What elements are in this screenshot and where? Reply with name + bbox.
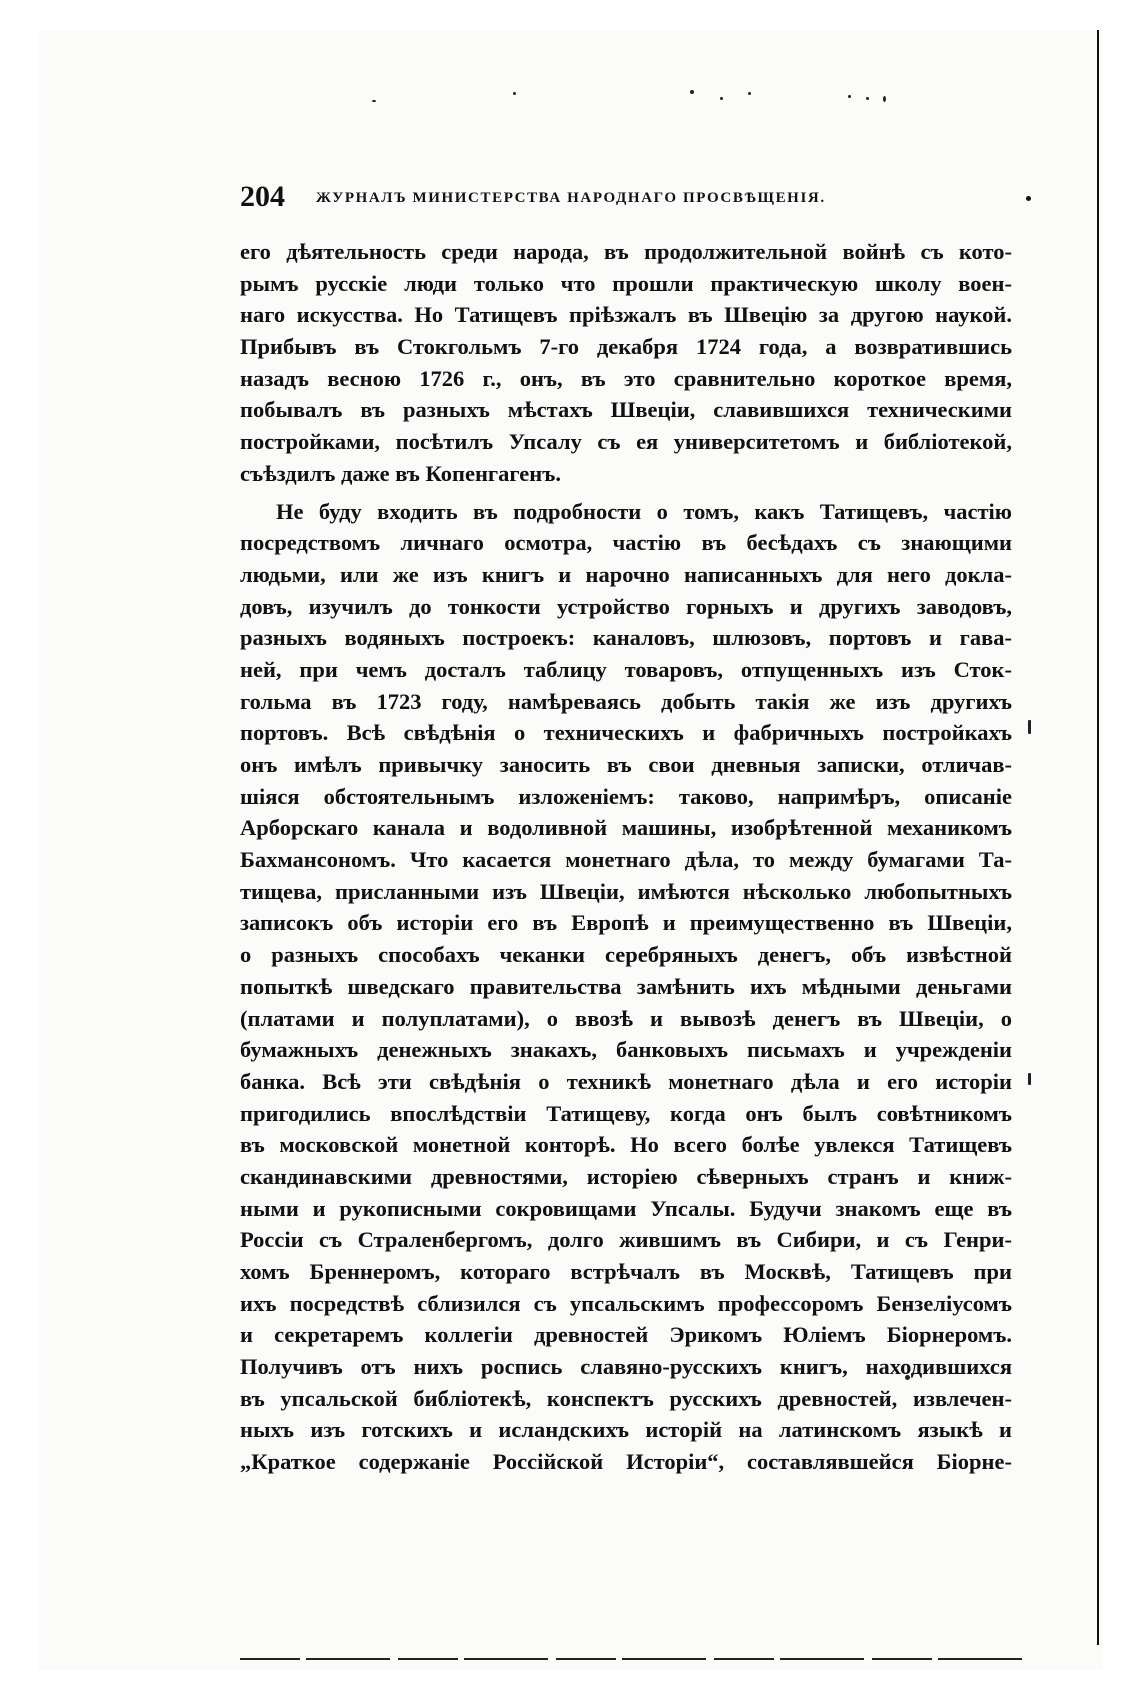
text-line: посредствомъ личнаго осмотра, частію въ бесѣдахъ съ знающими <box>240 530 1012 556</box>
text-line: о разныхъ способахъ чеканки серебряныхъ денегъ, объ извѣстной <box>240 942 1012 968</box>
text-line: въ упсальской библіотекѣ, конспектъ русскихъ древностей, извлечен- <box>240 1385 1012 1411</box>
header-dot <box>1026 196 1031 201</box>
text-line: назадъ весною 1726 г., онъ, въ это сравнительно короткое время, <box>240 365 1012 391</box>
text-line: въ московской монетной конторѣ. Но всего болѣе увлекся Татищевъ <box>240 1132 1012 1158</box>
text-line: портовъ. Всѣ свѣдѣнія о техническихъ и фабричныхъ постройкахъ <box>240 720 1012 746</box>
text-line: съѣздилъ даже въ Копенгагенъ. <box>240 460 561 486</box>
scan-speck <box>720 97 723 100</box>
text-line: постройками, посѣтилъ Упсалу съ ея университетомъ и библіотекой, <box>240 429 1012 455</box>
text-line: тищева, присланными изъ Швеціи, имѣются нѣсколько любопытныхъ <box>240 878 1012 904</box>
text-line: ихъ посредствѣ сблизился съ упсальскимъ профессоромъ Бензеліусомъ <box>240 1290 1012 1316</box>
text-line: Арборскаго канала и водоливной машины, изобрѣтенной механикомъ <box>240 815 1012 841</box>
scan-speck <box>372 100 376 102</box>
scan-speck <box>1028 720 1031 734</box>
paragraph-2 <box>240 496 1012 1478</box>
text-line: „Краткое содержаніе Россійской Исторіи“, составлявшейся Біорне- <box>240 1449 1012 1475</box>
scan-speck <box>690 90 694 94</box>
page-edge-line <box>1097 30 1099 1645</box>
text-line: разныхъ водяныхъ построекъ: каналовъ, шлюзовъ, портовъ и гава- <box>240 625 1012 651</box>
text-line: Прибывъ въ Стокгольмъ 7-го декабря 1724 года, а возвратившись <box>240 334 1012 360</box>
text-line: онъ имѣлъ привычку заносить въ свои дневныя записки, отличав- <box>240 752 1012 777</box>
text-line: гольма въ 1723 году, намѣреваясь добыть такія же изъ другихъ <box>240 688 1012 714</box>
text-line: ными и рукописными сокровищами Упсалы. Будучи знакомъ еще въ <box>240 1195 1012 1221</box>
running-title: ЖУРНАЛЪ МИНИСТЕРСТВА НАРОДНАГО ПРОСВѢЩЕНІЯ. <box>316 190 826 206</box>
scan-speck <box>848 95 851 98</box>
scan-speck <box>866 97 869 100</box>
scan-speck <box>1028 1073 1031 1085</box>
text-line: (платами и полуплатами), о ввозѣ и вывозѣ денегъ въ Швеціи, о <box>240 1005 1012 1031</box>
text-line: хомъ Бреннеромъ, котораго встрѣчалъ въ Москвѣ, Татищевъ при <box>240 1259 1012 1284</box>
scan-speck <box>883 96 886 102</box>
text-line: шіяся обстоятельнымъ изложеніемъ: таково, напримѣръ, описаніе <box>240 783 1012 809</box>
body-text <box>240 236 1012 1478</box>
text-line: Россіи съ Страленбергомъ, долго жившимъ въ Сибири, и съ Генри- <box>240 1227 1012 1253</box>
text-line: наго искусства. Но Татищевъ пріѣзжалъ въ Швецію за другою наукой. <box>240 302 1012 328</box>
page-number: 204 <box>240 180 285 213</box>
text-line: людьми, или же изъ книгъ и нарочно написанныхъ для него докла- <box>240 561 1012 587</box>
text-line: записокъ объ исторіи его въ Европѣ и преимущественно въ Швеціи, <box>240 910 1012 936</box>
text-line: ныхъ изъ готскихъ и исландскихъ исторій на латинскомъ языкѣ и <box>240 1417 1012 1443</box>
text-line: побывалъ въ разныхъ мѣстахъ Швеціи, славившихся техническими <box>240 397 1012 423</box>
text-line: его дѣятельность среди народа, въ продолжительной войнѣ съ кото- <box>240 239 1012 264</box>
scan-speck <box>748 92 751 95</box>
text-line: Не буду входить въ подробности о томъ, какъ Татищевъ, частію <box>276 498 1012 524</box>
text-line: Бахмансономъ. Что касается монетнаго дѣла, то между бумагами Та- <box>240 847 1012 873</box>
text-line: пригодились впослѣдствіи Татищеву, когда онъ былъ совѣтникомъ <box>240 1100 1012 1126</box>
paragraph-1 <box>240 236 1012 490</box>
text-line: Получивъ отъ нихъ роспись славяно-русскихъ книгъ, находившихся <box>240 1354 1012 1380</box>
text-line: рымъ русскіе люди только что прошли практическую школу воен- <box>240 270 1012 296</box>
text-line: банка. Всѣ эти свѣдѣнія о техникѣ монетнаго дѣла и его исторіи <box>240 1068 1012 1094</box>
bottom-scan-line <box>240 1658 1030 1660</box>
text-line: и секретаремъ коллегіи древностей Эрикомъ Юліемъ Біорнеромъ. <box>240 1322 1012 1348</box>
page-header <box>240 182 1030 212</box>
text-line: бумажныхъ денежныхъ знакахъ, банковыхъ письмахъ и учрежденіи <box>240 1037 1012 1063</box>
text-line: скандинавскими древностями, исторіею сѣверныхъ странъ и книж- <box>240 1163 1012 1189</box>
text-line: попыткѣ шведскаго правительства замѣнить ихъ мѣдными деньгами <box>240 973 1012 999</box>
scan-speck <box>513 92 516 95</box>
text-line: ней, при чемъ досталъ таблицу товаровъ, отпущенныхъ изъ Сток- <box>240 656 1012 682</box>
text-line: довъ, изучилъ до тонкости устройство горныхъ и другихъ заводовъ, <box>240 593 1012 619</box>
